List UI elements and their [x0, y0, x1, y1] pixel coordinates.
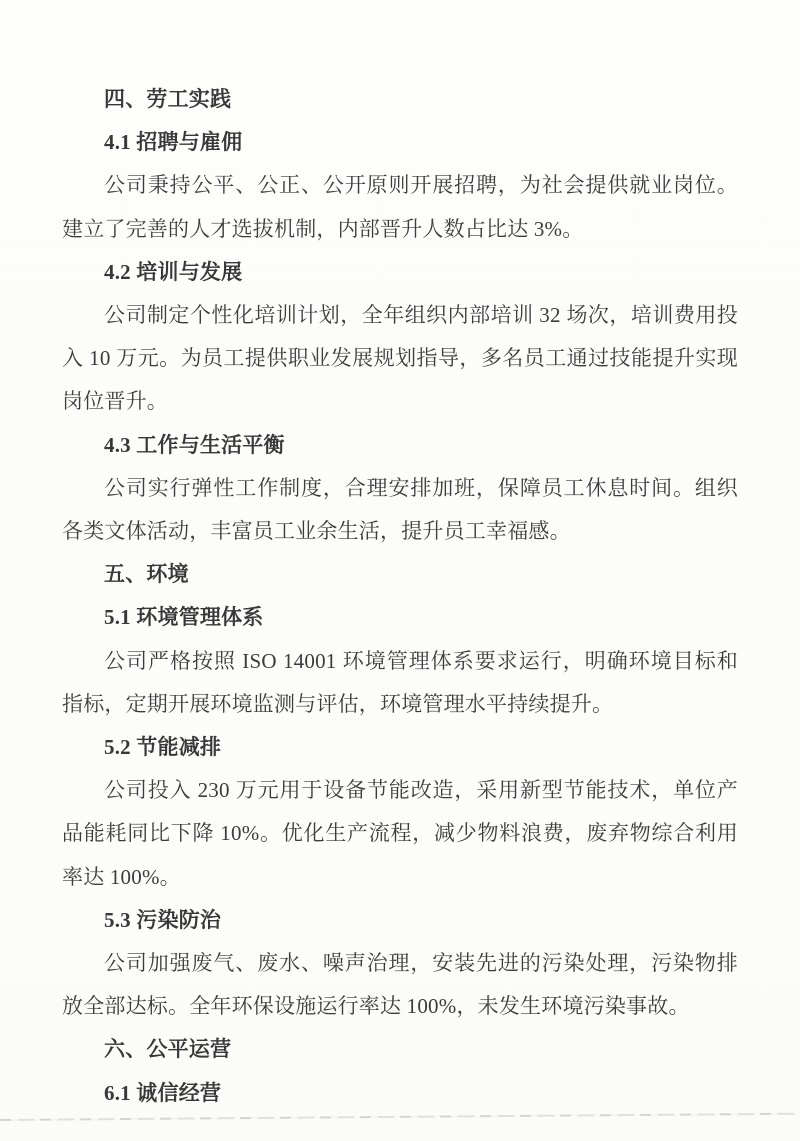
paragraph-recruitment: 公司秉持公平、公正、公开原则开展招聘，为社会提供就业岗位。建立了完善的人才选拔机制，内部晋升人数占比达 3%。: [62, 173, 738, 241]
paragraph-work-life: 公司实行弹性工作制度，合理安排加班，保障员工休息时间。组织各类文体活动，丰富员工业余生活，提升员工幸福感。: [62, 475, 738, 544]
subsection-heading-pollution: 5.3 污染防治: [104, 907, 222, 932]
paragraph-env-system: 公司严格按照 ISO 14001 环境管理体系要求运行，明确环境目标和指标，定期开展环境监测与评估，环境管理水平持续提升。: [62, 648, 738, 716]
subsection-heading-env-system: 5.1 环境管理体系: [104, 605, 264, 630]
subsection-heading-work-life: 4.3 工作与生活平衡: [104, 432, 285, 457]
document-body: [62, 78, 738, 1115]
section-heading-fair-operation: 六、公平运营: [104, 1037, 232, 1062]
subsection-heading-energy-saving: 5.2 节能减排: [104, 735, 222, 760]
paragraph-energy-saving: 公司投入 230 万元用于设备节能改造，采用新型节能技术，单位产品能耗同比下降 10%。优化生产流程，减少物料浪费，废弃物综合利用率达 100%。: [62, 778, 738, 889]
section-heading-labor-practices: 四、劳工实践: [104, 87, 232, 111]
paragraph-training: 公司制定个性化培训计划，全年组织内部培训 32 场次，培训费用投入 10 万元。为员工提供职业发展规划指导，多名员工通过技能提升实现岗位晋升。: [62, 303, 738, 414]
subsection-heading-integrity: 6.1 诚信经营: [104, 1080, 222, 1105]
paragraph-pollution: 公司加强废气、废水、噪声治理，安装先进的污染处理，污染物排放全部达标。全年环保设施运行率达 100%，未发生环境污染事故。: [62, 951, 738, 1019]
section-heading-environment: 五、环境: [104, 562, 189, 587]
subsection-heading-recruitment: 4.1 招聘与雇佣: [104, 130, 243, 155]
subsection-heading-training: 4.2 培训与发展: [104, 259, 243, 284]
